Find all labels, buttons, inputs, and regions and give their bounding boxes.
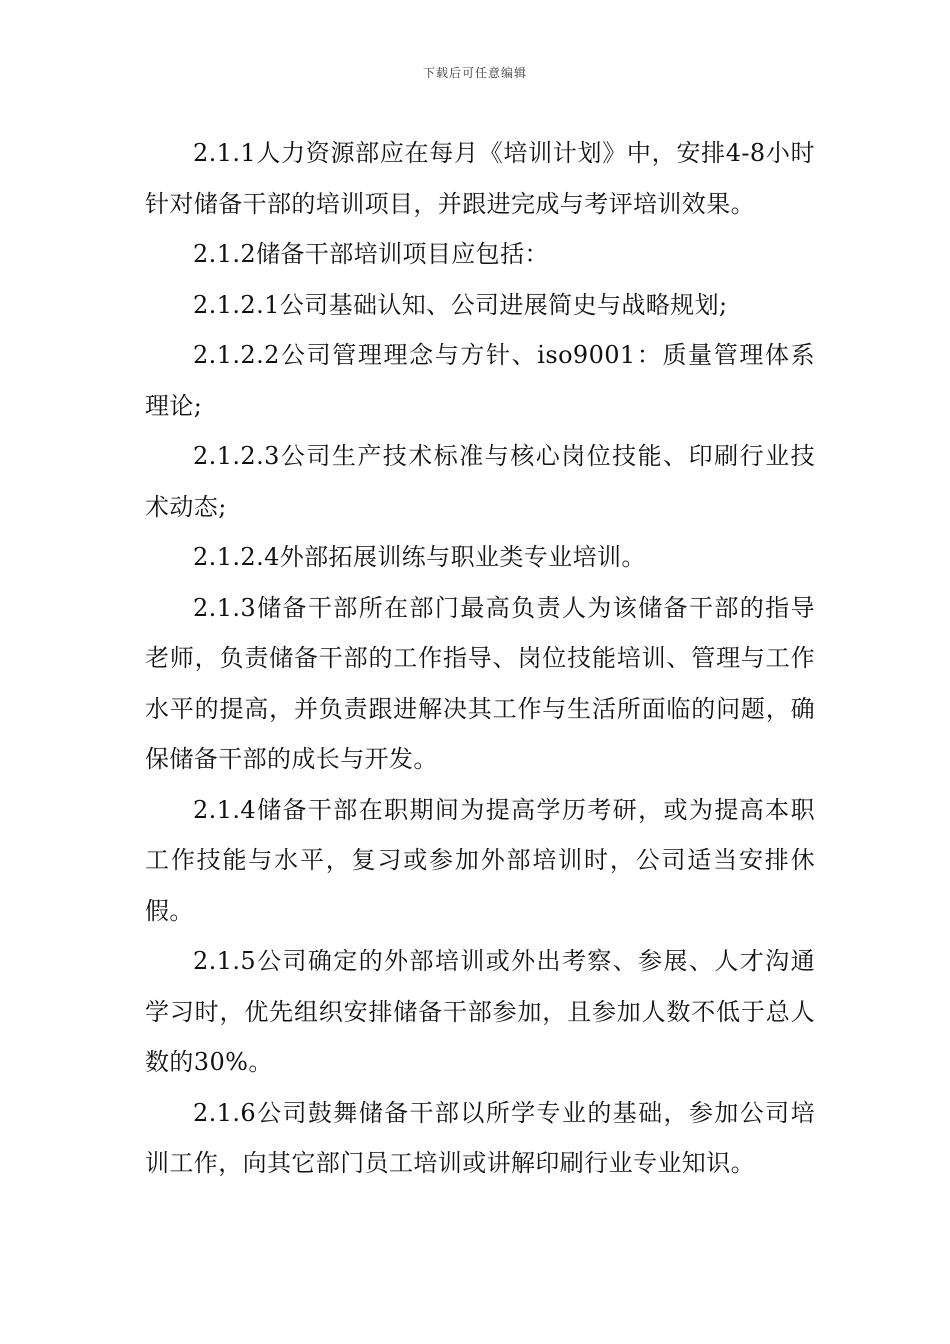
- page-header: 下载后可任意编辑: [422, 66, 527, 80]
- paragraph-2-1-2-2: 2.1.2.2公司管理理念与方针、iso9001：质量管理体系理论;: [145, 341, 815, 420]
- paragraph-2-1-1: 2.1.1人力资源部应在每月《培训计划》中，安排4-8小时针对储备干部的培训项目，并跟进完成与考评培训效果。: [145, 139, 815, 218]
- paragraph-2-1-2-3: 2.1.2.3公司生产技术标准与核心岗位技能、印刷行业技术动态;: [145, 442, 815, 521]
- paragraph-2-1-2: 2.1.2储备干部培训项目应包括：: [193, 240, 549, 268]
- paragraph-2-1-2-1: 2.1.2.1公司基础认知、公司进展简史与战略规划;: [193, 290, 728, 319]
- paragraph-2-1-4: 2.1.4储备干部在职期间为提高学历考研，或为提高本职工作技能与水平，复习或参加外部培训时，公司适当安排休假。: [145, 795, 815, 925]
- paragraph-2-1-3: 2.1.3储备干部所在部门最高负责人为该储备干部的指导老师，负责储备干部的工作指导、岗位技能培训、管理与工作水平的提高，并负责跟进解决其工作与生活所面临的问题，确保储备干部的成长与开发。: [145, 593, 815, 773]
- paragraph-2-1-5: 2.1.5公司确定的外部培训或外出考察、参展、人才沟通学习时，优先组织安排储备干部参加，且参加人数不低于总人数的30%。: [145, 947, 815, 1076]
- paragraph-2-1-6: 2.1.6公司鼓舞储备干部以所学专业的基础，参加公司培训工作，向其它部门员工培训或讲解印刷行业专业知识。: [145, 1098, 815, 1177]
- document-body: [145, 128, 815, 1189]
- paragraph-2-1-2-4: 2.1.2.4外部拓展训练与职业类专业培训。: [193, 543, 646, 571]
